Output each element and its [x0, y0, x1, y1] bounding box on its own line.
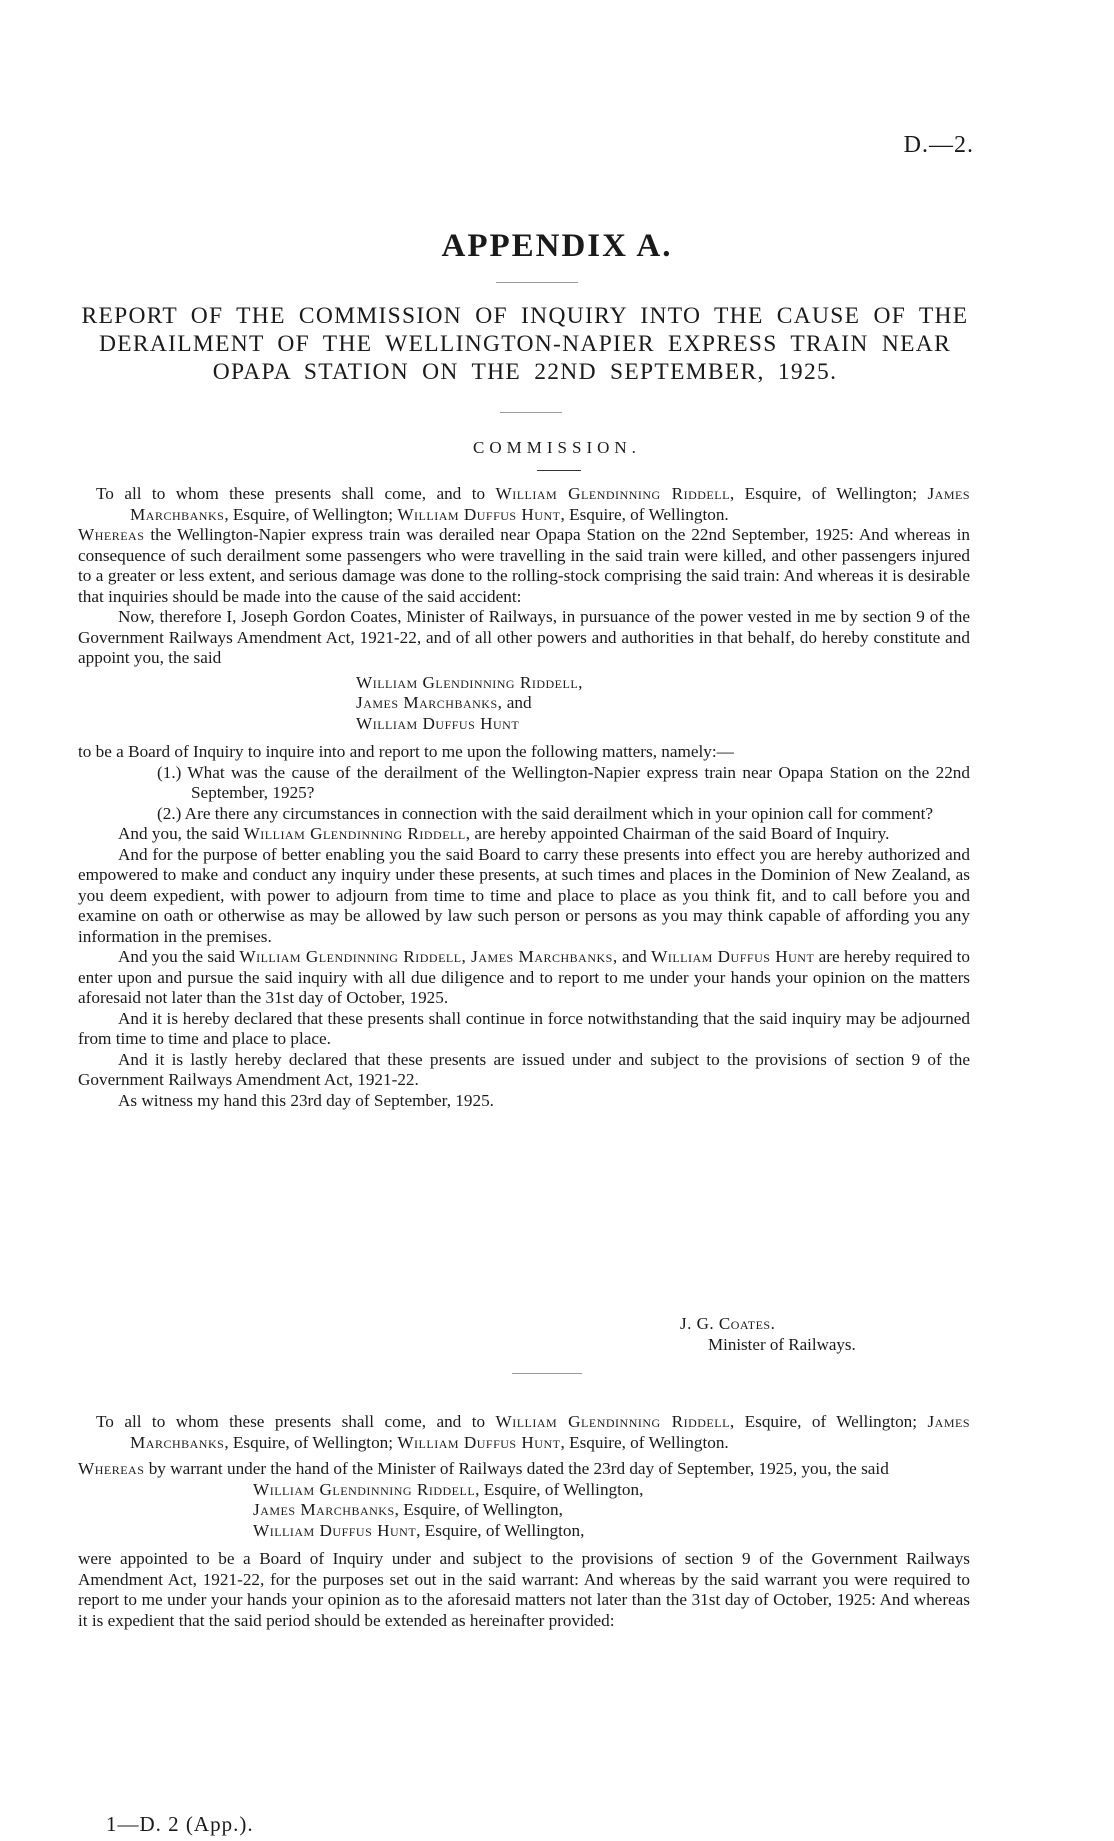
- divider: [496, 282, 578, 283]
- extension-body: [78, 1412, 970, 1631]
- declared-paragraph: And it is hereby declared that these presents shall continue in force notwithstanding that the said inquiry may be adjourned from time to time and place to place.: [78, 1008, 970, 1048]
- divider: [500, 412, 562, 413]
- appointee-list: William Glendinning Riddell, James Marchbanks, and William Duffus Hunt: [356, 672, 583, 733]
- extension-name-list: William Glendinning Riddell, Esquire, of Wellington, James Marchbanks, Esquire, of Wellington, William Duffus Hunt, Esquire, of Wellington,: [253, 1479, 644, 1540]
- signature-name: J. G. Coates.: [680, 1314, 776, 1333]
- appendix-title: APPENDIX A.: [441, 228, 673, 264]
- purpose-paragraph: And for the purpose of better enabling you the said Board to carry these presents into effect you are hereby authorized and empowered to make and conduct any inquiry under these presents, at such times and places in the Dominion of New Zealand, as you deem expedient, with power to adjourn from time to time and place to place as you think fit, and to call before you and examine on oath or otherwise as may be allowed by law such person or persons as you may think capable of affording you any information in the premises.: [78, 844, 970, 946]
- chairman-paragraph: And you, the said William Glendinning Riddell, are hereby appointed Chairman of the said Board of Inquiry.: [118, 824, 890, 843]
- page-reference: D.—2.: [903, 132, 974, 158]
- lastly-paragraph: And it is lastly hereby declared that these presents are issued under and subject to the provisions of section 9 of the Government Railways Amendment Act, 1921-22.: [78, 1049, 970, 1089]
- required-paragraph: And you the said William Glendinning Riddell, James Marchbanks, and William Duffus Hunt are hereby required to enter upon and pursue the said inquiry with all due diligence and to report to me under your hands your opinion on the matters aforesaid not later than the 31st day of October, 1925.: [78, 947, 970, 1007]
- commission-heading: COMMISSION.: [473, 438, 641, 457]
- report-title: REPORT OF THE COMMISSION OF INQUIRY INTO THE CAUSE OF THE DERAILMENT OF THE WELLINGTON-NAPIER EXPRESS TRAIN NEAR OPAPA STATION ON THE 22ND SEPTEMBER, 1925.: [81, 303, 969, 385]
- commission-body: [78, 484, 970, 1111]
- appointment-paragraph: Now, therefore I, Joseph Gordon Coates, Minister of Railways, in pursuance of the power vested in me by section 9 of the Government Railways Amendment Act, 1921-22, and of all other powers and authorities in that behalf, do hereby constitute and appoint you, the said: [78, 607, 970, 667]
- divider: [537, 470, 581, 471]
- divider: [512, 1373, 582, 1374]
- address-paragraph: To all to whom these presents shall come, and to William Glendinning Riddell, Esquire, of Wellington; James Marchbanks, Esquire, of Wellington; William Duffus Hunt, Esquire, of Wellington.: [96, 484, 970, 524]
- witness-paragraph: As witness my hand this 23rd day of September, 1925.: [118, 1090, 494, 1110]
- signature-block: [680, 1313, 856, 1355]
- whereas-paragraph: Whereas the Wellington-Napier express train was derailed near Opapa Station on the 22nd September, 1925: And whereas in consequence of such derailment some passengers who were travelling in the said train were killed, and other passengers injured to a greater or less extent, and serious damage was done to the rolling-stock comprising the said train: And whereas it is desirable that inquiries should be made into the cause of the said accident:: [78, 525, 970, 606]
- extension-address-paragraph: To all to whom these presents shall come, and to William Glendinning Riddell, Esquire, of Wellington; James Marchbanks, Esquire, of Wellington; William Duffus Hunt, Esquire, of Wellington.: [96, 1412, 970, 1452]
- board-paragraph: to be a Board of Inquiry to inquire into and report to me upon the following matters, namely:—: [78, 742, 734, 761]
- footer-reference: 1—D. 2 (App.).: [106, 1812, 254, 1836]
- signature-title: Minister of Railways.: [708, 1335, 856, 1354]
- inquiry-item-1: (1.) What was the cause of the derailment of the Wellington-Napier express train near Opapa Station on the 22nd September, 1925?: [157, 762, 970, 802]
- extension-final-paragraph: were appointed to be a Board of Inquiry under and subject to the provisions of section 9 of the Government Railways Amendment Act, 1921-22, for the purposes set out in the said warrant: And whereas by the said warrant you were required to report to me under your hands your opinion as to the aforesaid matters not later than the 31st day of October, 1925: And whereas it is expedient that the said period should be extended as hereinafter provided:: [78, 1549, 970, 1630]
- inquiry-item-2: (2.) Are there any circumstances in connection with the said derailment which in your opinion call for comment?: [157, 803, 934, 823]
- extension-whereas-paragraph: Whereas by warrant under the hand of the Minister of Railways dated the 23rd day of September, 1925, you, the said: [78, 1459, 889, 1478]
